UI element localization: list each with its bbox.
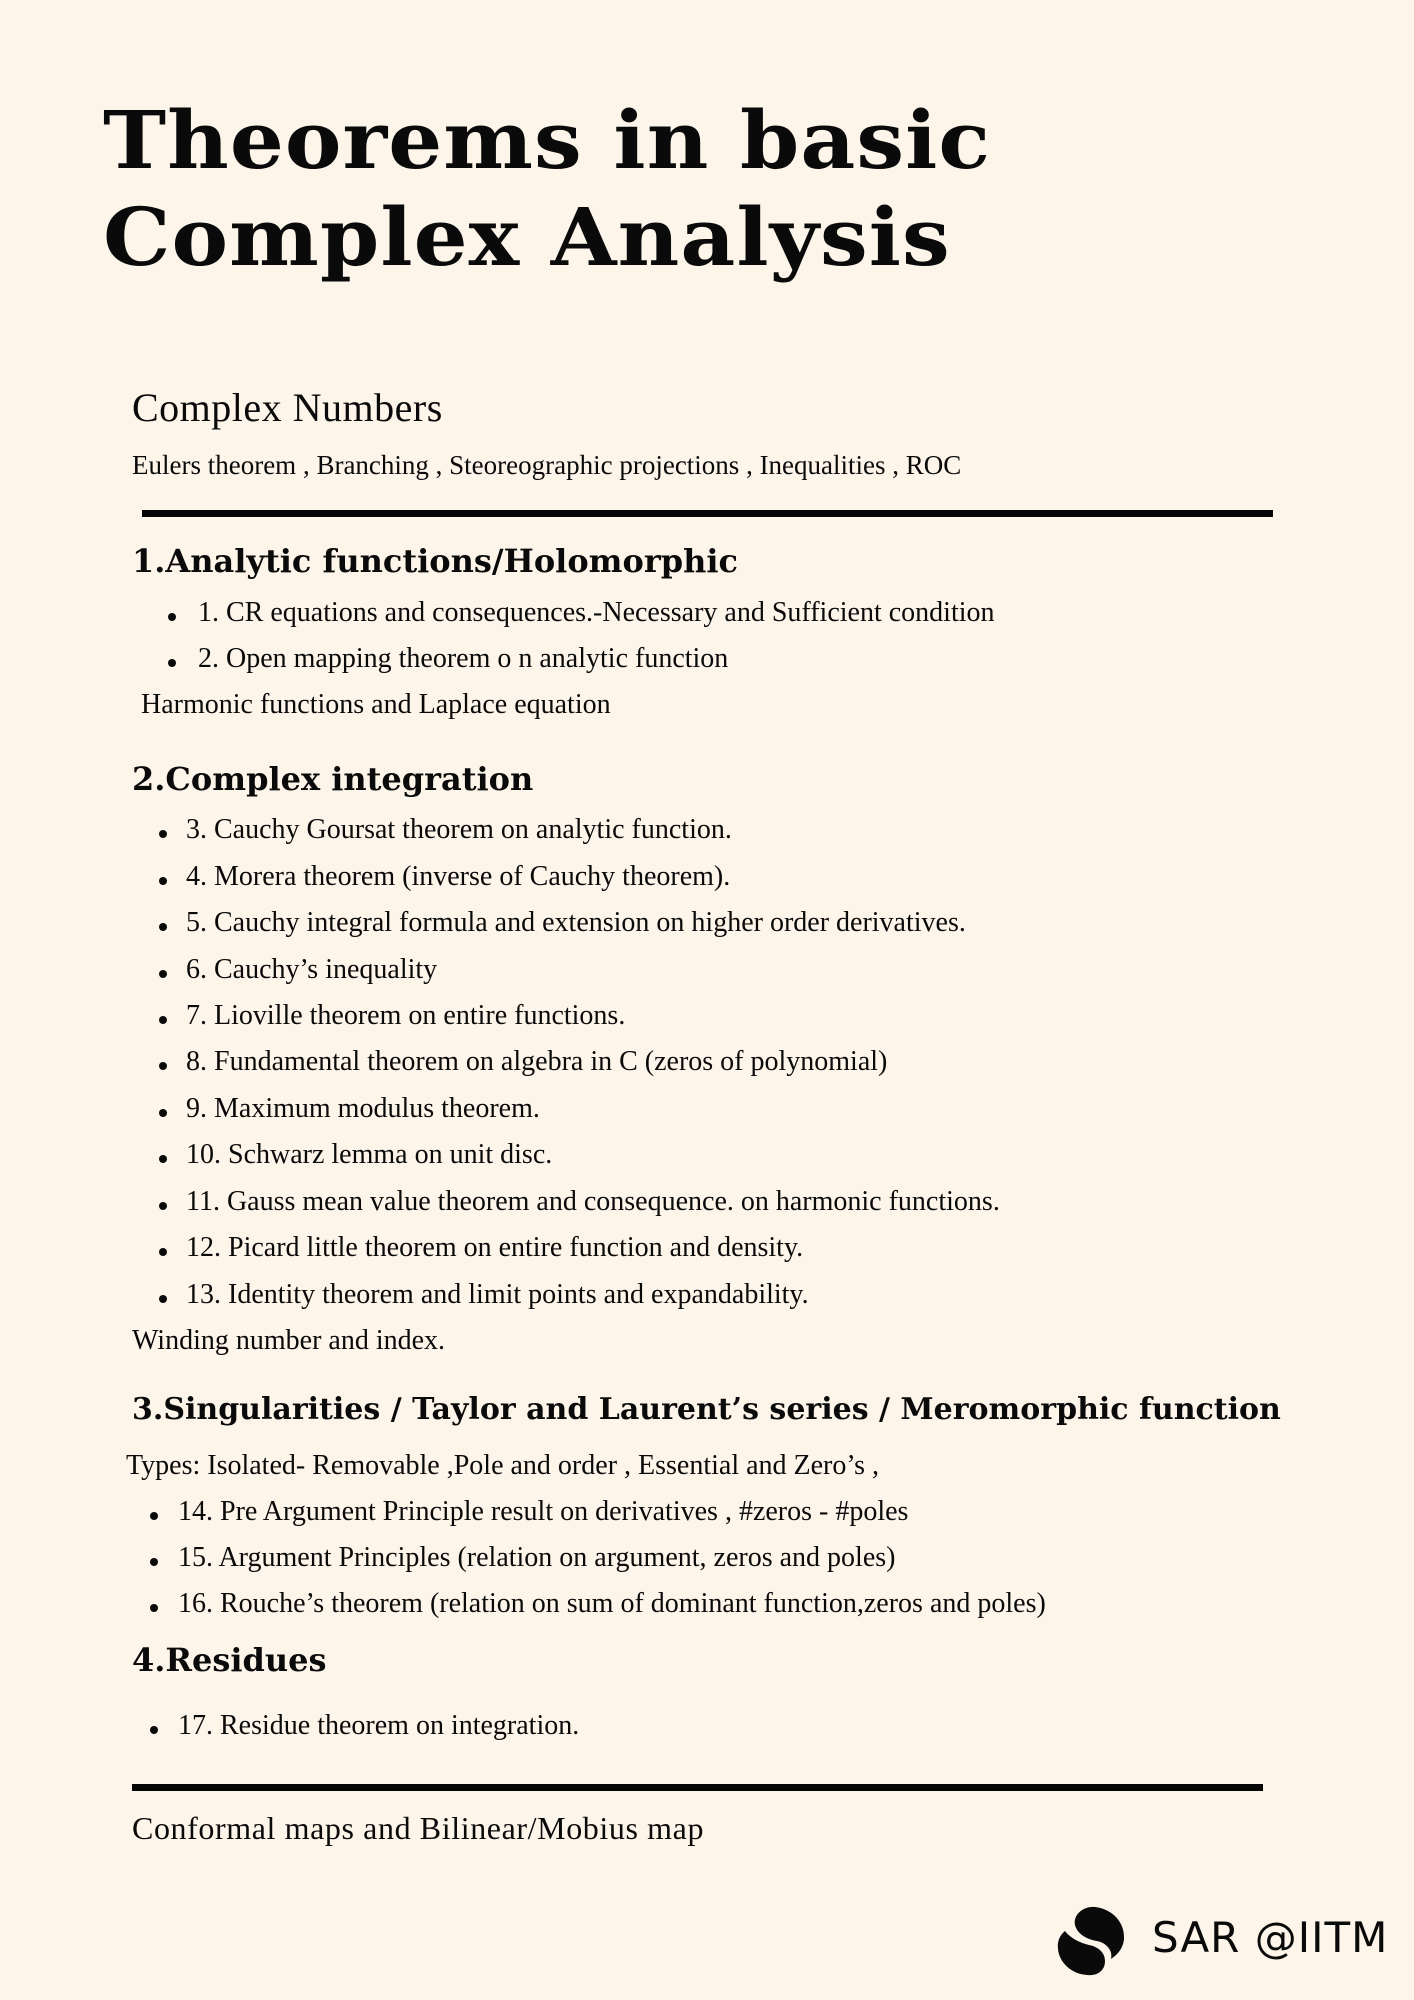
list-item: 5. Cauchy integral formula and extension on higher order derivatives. (186, 907, 966, 938)
list-item: 15. Argument Principles (relation on argument, zeros and poles) (178, 1542, 896, 1573)
section-intro: Types: Isolated- Removable ,Pole and order , Essential and Zero’s , (126, 1450, 880, 1481)
section-note: Winding number and index. (132, 1325, 446, 1356)
bullet-icon (168, 659, 176, 667)
list-item: 1. CR equations and consequences.-Necessary and Sufficient condition (198, 597, 995, 628)
bullet-icon (159, 923, 167, 931)
bullet-icon (150, 1604, 158, 1612)
bullet-icon (159, 970, 167, 978)
bullet-icon (159, 1155, 167, 1163)
bullet-icon (159, 1248, 167, 1256)
list-item: 14. Pre Argument Principle result on derivatives , #zeros - #poles (178, 1496, 909, 1527)
bullet-icon (150, 1558, 158, 1566)
list-item: 16. Rouche’s theorem (relation on sum of dominant function,zeros and poles) (178, 1588, 1046, 1619)
subject-topics: Eulers theorem , Branching , Steoreographic projections , Inequalities , ROC (132, 450, 962, 480)
list-item: 9. Maximum modulus theorem. (186, 1093, 540, 1124)
bullet-icon (150, 1512, 158, 1520)
bullet-icon (168, 613, 176, 621)
list-item: 6. Cauchy’s inequality (186, 954, 438, 985)
sar-logo-icon (1055, 1905, 1127, 1977)
bullet-icon (159, 1062, 167, 1070)
bullet-icon (159, 1202, 167, 1210)
section-heading-2: 2.Complex integration (132, 760, 534, 798)
divider-top (142, 510, 1273, 517)
list-item: 17. Residue theorem on integration. (178, 1710, 580, 1741)
brand-name: SAR @IITM (1152, 1913, 1389, 1962)
list-item: 12. Picard little theorem on entire function and density. (186, 1232, 804, 1263)
section-heading-4: 4.Residues (132, 1641, 327, 1679)
list-item: 8. Fundamental theorem on algebra in C (zeros of polynomial) (186, 1046, 888, 1077)
section-note: Harmonic functions and Laplace equation (141, 689, 611, 720)
list-item: 2. Open mapping theorem o n analytic function (198, 643, 729, 674)
section-heading-1: 1.Analytic functions/Holomorphic (132, 542, 738, 580)
page-title-line-1: Theorems in basic (103, 93, 992, 187)
list-item: 3. Cauchy Goursat theorem on analytic function. (186, 814, 732, 845)
list-item: 4. Morera theorem (inverse of Cauchy theorem). (186, 861, 731, 892)
bullet-icon (159, 877, 167, 885)
list-item: 11. Gauss mean value theorem and consequence. on harmonic functions. (186, 1186, 1000, 1217)
bullet-icon (159, 1109, 167, 1117)
bullet-icon (159, 830, 167, 838)
list-item: 7. Lioville theorem on entire functions. (186, 1000, 626, 1031)
bullet-icon (159, 1295, 167, 1303)
list-item: 10. Schwarz lemma on unit disc. (186, 1139, 553, 1170)
page-title-line-2: Complex Analysis (103, 190, 951, 284)
list-item: 13. Identity theorem and limit points and expandability. (186, 1279, 809, 1310)
section-heading-3: 3.Singularities / Taylor and Laurent’s series / Meromorphic function (132, 1392, 1281, 1427)
footer-topic: Conformal maps and Bilinear/Mobius map (132, 1810, 705, 1846)
divider-bottom (132, 1784, 1263, 1791)
subject-heading: Complex Numbers (132, 385, 443, 430)
bullet-icon (150, 1726, 158, 1734)
bullet-icon (159, 1016, 167, 1024)
